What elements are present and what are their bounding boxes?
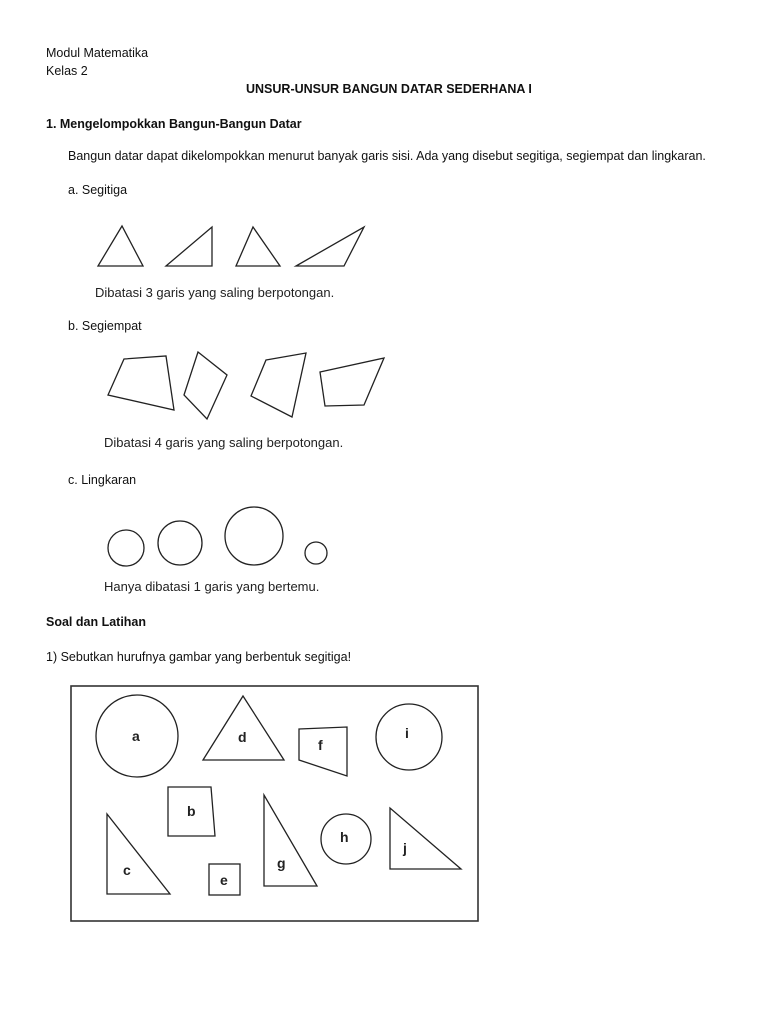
shape-i-circle bbox=[376, 704, 442, 770]
exercise-question: 1) Sebutkan hurufnya gambar yang berbentuk segitiga! bbox=[46, 650, 352, 664]
item-label-segiempat: b. Segiempat bbox=[68, 319, 142, 333]
shape-d-triangle bbox=[203, 696, 284, 760]
shape-label-i: i bbox=[405, 725, 409, 741]
shape-label-c: c bbox=[123, 862, 131, 878]
grade-label: Kelas 2 bbox=[46, 64, 88, 78]
shape-j-triangle bbox=[390, 808, 461, 869]
shape-label-g: g bbox=[277, 855, 286, 871]
exercise-heading: Soal dan Latihan bbox=[46, 615, 147, 629]
section-heading: 1. Mengelompokkan Bangun-Bangun Datar bbox=[46, 117, 302, 131]
section-intro: Bangun datar dapat dikelompokkan menurut banyak garis sisi. Ada yang disebut segitiga, segiempat dan lingkaran. bbox=[68, 149, 706, 163]
shape-label-j: j bbox=[403, 840, 407, 856]
caption-segitiga: Dibatasi 3 garis yang saling berpotongan. bbox=[95, 285, 335, 300]
item-label-segitiga: a. Segitiga bbox=[68, 183, 128, 197]
shape-label-h: h bbox=[340, 829, 349, 845]
shape-label-e: e bbox=[220, 872, 228, 888]
page-title: UNSUR-UNSUR BANGUN DATAR SEDERHANA I bbox=[246, 82, 532, 96]
shape-c-triangle bbox=[107, 814, 170, 894]
shape-label-f: f bbox=[318, 737, 323, 753]
shape-g-triangle bbox=[264, 795, 317, 886]
caption-lingkaran: Hanya dibatasi 1 garis yang bertemu. bbox=[104, 579, 320, 594]
caption-segiempat: Dibatasi 4 garis yang saling berpotongan. bbox=[104, 435, 344, 450]
shape-label-b: b bbox=[187, 803, 196, 819]
shape-label-d: d bbox=[238, 729, 247, 745]
item-label-lingkaran: c. Lingkaran bbox=[68, 473, 137, 487]
shape-f-quadrilateral bbox=[299, 727, 347, 776]
shape-label-a: a bbox=[132, 728, 140, 744]
module-title: Modul Matematika bbox=[46, 46, 149, 60]
